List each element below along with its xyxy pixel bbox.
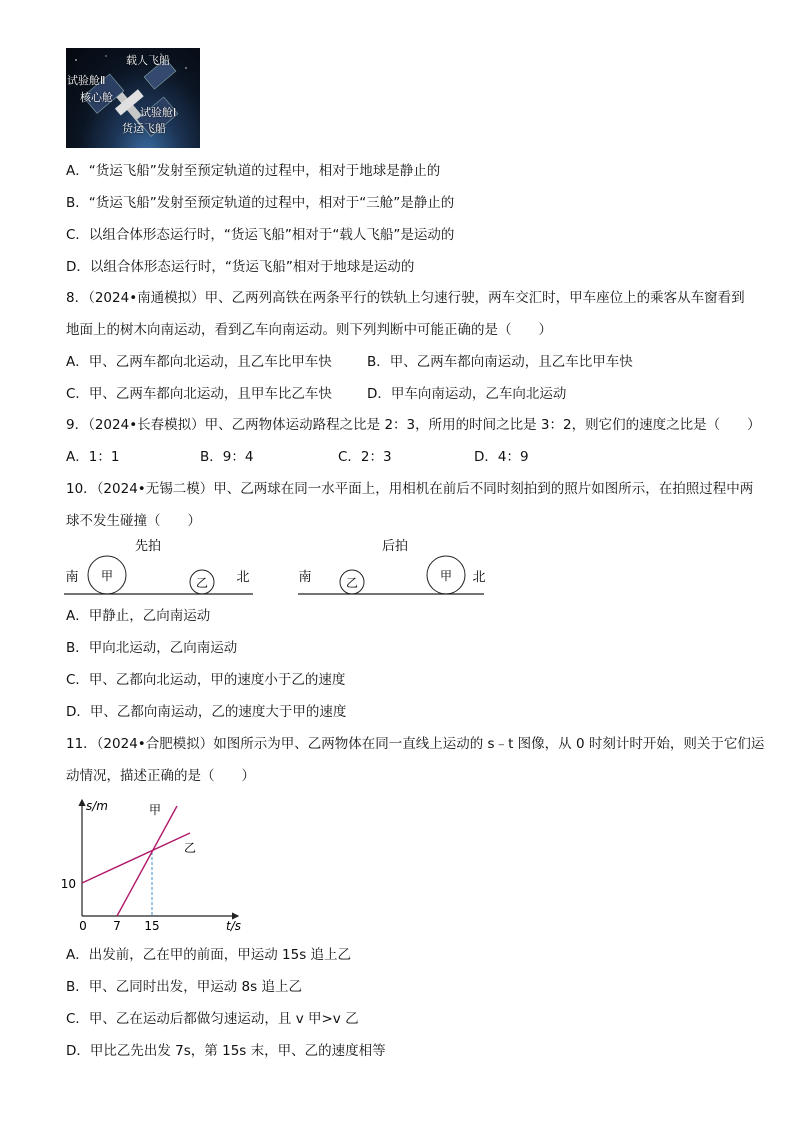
q7-option-c: C．以组合体形态运行时，“货运飞船”相对于“载人飞船”是运动的 (66, 227, 455, 243)
q7-option-a: A．“货运飞船”发射至预定轨道的过程中，相对于地球是静止的 (66, 163, 441, 179)
line-jia (117, 806, 177, 916)
q11-option-b: B．甲、乙同时出发，甲运动 8s 追上乙 (66, 979, 302, 995)
label-core-module: 核心舱 (80, 91, 113, 104)
q10-stem-line2: 球不发生碰撞（ ） (66, 513, 201, 529)
y-axis-label: s/m (86, 799, 108, 813)
q8-option-b: B．甲、乙两车都向南运动，且乙车比甲车快 (367, 354, 633, 370)
q8-option-c: C．甲、乙两车都向北运动，且甲车比乙车快 (66, 386, 332, 402)
q11-stem-line1: 11．（2024•合肥模拟）如图所示为甲、乙两物体在同一直线上运动的 s﹣t 图像，从 0 时刻计时开始，则关于它们运 (66, 736, 765, 752)
q10-option-b: B．甲向北运动，乙向南运动 (66, 640, 238, 656)
after-south-label: 南 (298, 570, 312, 585)
q8-stem-line1: 8．（2024•南通模拟）甲、乙两列高铁在两条平行的铁轨上匀速行驶，两车交汇时，甲车座位上的乘客从车窗看到 (66, 290, 745, 306)
origin-label: 0 (79, 919, 87, 933)
q11-option-c: C．甲、乙在运动后都做匀速运动，且 v 甲>v 乙 (66, 1011, 359, 1027)
before-ball-yi-label: 乙 (195, 576, 209, 590)
q7-option-b: B．“货运飞船”发射至预定轨道的过程中，相对于“三舱”是静止的 (66, 195, 455, 211)
q10-stem-line1: 10．（2024•无锡二模）甲、乙两球在同一水平面上，用相机在前后不同时刻拍到的照片如图所示，在拍照过程中两 (66, 481, 754, 497)
label-crew-ship: 载人飞船 (126, 54, 170, 67)
q11-option-d: D．甲比乙先出发 7s，第 15s 末，甲、乙的速度相等 (66, 1043, 386, 1059)
q8-stem-line2: 地面上的树木向南运动，看到乙车向南运动。则下列判断中可能正确的是（ ） (66, 322, 552, 338)
after-title: 后拍 (381, 539, 409, 554)
q9-option-a: A．1：1 (66, 449, 120, 465)
line-jia-label: 甲 (148, 803, 162, 817)
label-lab-module-1: 试验舱Ⅰ (140, 106, 177, 119)
line-yi-label: 乙 (183, 841, 197, 855)
q9-stem: 9．（2024•长春模拟）甲、乙两物体运动路程之比是 2：3，所用的时间之比是 3：2，则它们的速度之比是（ ） (66, 417, 761, 433)
after-ball-jia-label: 甲 (439, 569, 453, 583)
before-north-label: 北 (236, 570, 250, 585)
x-axis-label: t/s (226, 919, 241, 933)
before-south-label: 南 (65, 570, 79, 585)
tick-15-label: 15 (144, 919, 160, 933)
q11-stem-line2: 动情况，描述正确的是（ ） (66, 768, 255, 784)
q9-option-d: D．4：9 (474, 449, 529, 465)
q10-option-c: C．甲、乙都向北运动，甲的速度小于乙的速度 (66, 672, 346, 688)
label-lab-module-2: 试验舱Ⅱ (67, 74, 106, 87)
q7-option-d: D．以组合体形态运行时，“货运飞船”相对于地球是运动的 (66, 259, 415, 275)
line-yi (82, 833, 190, 883)
before-ball-jia-label: 甲 (100, 569, 114, 583)
after-ball-yi-label: 乙 (345, 576, 359, 590)
q9-option-c: C．2：3 (338, 449, 392, 465)
q10-option-d: D．甲、乙都向南运动，乙的速度大于甲的速度 (66, 704, 347, 720)
tick-10-label: 10 (60, 877, 76, 891)
q10-option-a: A．甲静止，乙向南运动 (66, 608, 211, 624)
space-station-photo (66, 48, 200, 148)
q9-option-b: B．9：4 (200, 449, 254, 465)
tick-7-label: 7 (113, 919, 121, 933)
q11-option-a: A．出发前，乙在甲的前面，甲运动 15s 追上乙 (66, 947, 352, 963)
after-north-label: 北 (472, 570, 486, 585)
q11-st-graph (58, 792, 248, 934)
q8-option-a: A．甲、乙两车都向北运动，且乙车比甲车快 (66, 354, 332, 370)
q8-option-d: D．甲车向南运动，乙车向北运动 (367, 386, 567, 402)
q10-ball-figure (60, 534, 500, 604)
before-title: 先拍 (134, 539, 162, 554)
label-cargo-ship: 货运飞船 (122, 122, 166, 135)
